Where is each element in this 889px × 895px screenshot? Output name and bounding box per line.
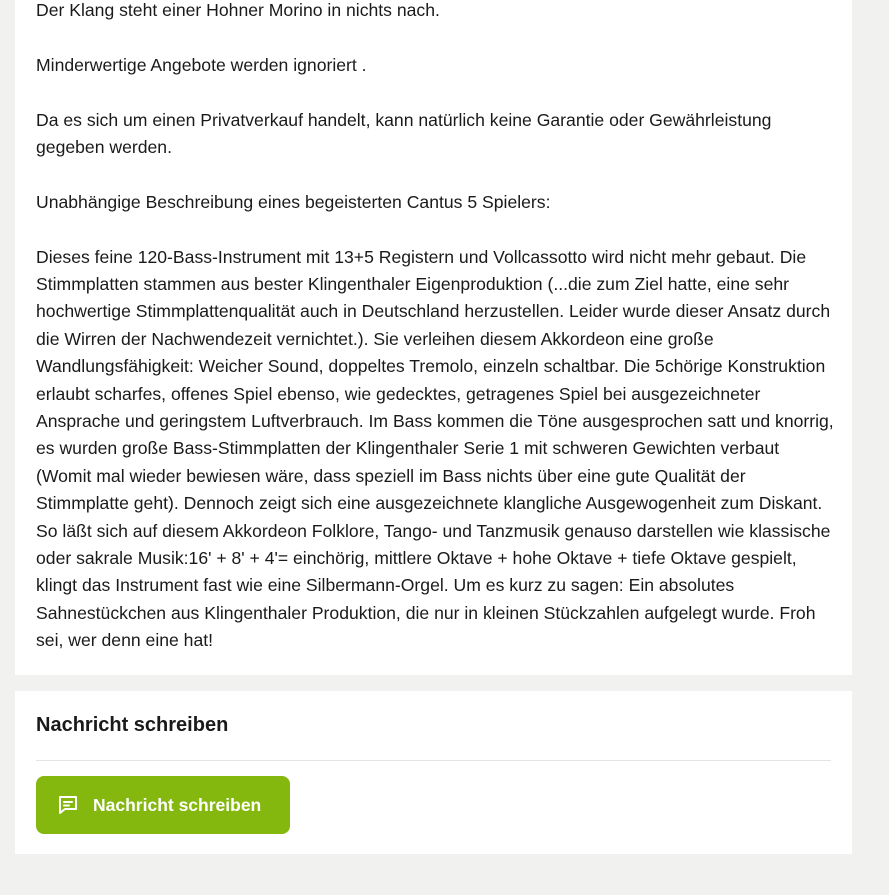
description-paragraph: Unabhängige Beschreibung eines begeisterten Cantus 5 Spielers: bbox=[36, 191, 551, 212]
description-paragraph: Minderwertige Angebote werden ignoriert . bbox=[36, 54, 367, 75]
description-card bbox=[15, 0, 852, 675]
divider bbox=[36, 760, 831, 761]
description-paragraph: Dieses feine 120-Bass-Instrument mit 13+5 Registern und Vollcassotto wird nicht mehr gebaut. Die Stimmplatten stammen aus bester Klingenthaler Eigenproduktion (...die zum Ziel hatte, eine sehr hochwertige Stimmplattenqualität auch in Deutschland herzustellen. Leider wurde dieser Ansatz durch die Wirren der Nachwendezeit vernichtet.). Sie verleihen diesem Akkordeon eine große Wandlungsfähigkeit: Weicher Sound, doppeltes Tremolo, einzeln schaltbar. Die 5chörige Konstruktion erlaubt scharfes, offenes Spiel ebenso, wie gedecktes, getragenes Spiel bei ausgezeichneter Ansprache und geringstem Luftverbrauch. Im Bass kommen die Töne ausgesprochen satt und knorrig, es wurden große Bass-Stimmplatten der Klingenthaler Serie 1 mit schweren Gewichten verbaut (Womit mal wieder bewiesen wäre, dass speziell im Bass nichts über eine gute Qualität der Stimmplatte geht). Dennoch zeigt sich eine ausgezeichnete klangliche Ausgewogenheit zum Diskant. So läßt sich auf diesem Akkordeon Folklore, Tango- und Tanzmusik genauso darstellen wie klassische oder sakrale Musik:16' + 8' + 4'= einchörig, mittlere Oktave + hohe Oktave + tiefe Oktave gespielt, klingt das Instrument fast wie eine Silbermann-Orgel. Um es kurz zu sagen: Ein absolutes Sahnestückchen aus Klingenthaler Produktion, die nur in kleinen Stückzahlen aufgelegt wurde. Froh sei, wer denn eine hat! bbox=[36, 246, 834, 651]
description-text bbox=[36, 0, 836, 682]
description-paragraph: Da es sich um einen Privatverkauf handelt, kann natürlich keine Garantie oder Gewährleistung gegeben werden. bbox=[36, 109, 772, 157]
write-message-button-label: Nachricht schreiben bbox=[93, 794, 262, 815]
write-message-button[interactable] bbox=[36, 776, 290, 834]
description-paragraph: Der Klang steht einer Hohner Morino in nichts nach. bbox=[36, 0, 440, 20]
message-section-title: Nachricht schreiben bbox=[36, 714, 229, 736]
message-card bbox=[15, 691, 852, 854]
message-icon bbox=[57, 794, 79, 816]
